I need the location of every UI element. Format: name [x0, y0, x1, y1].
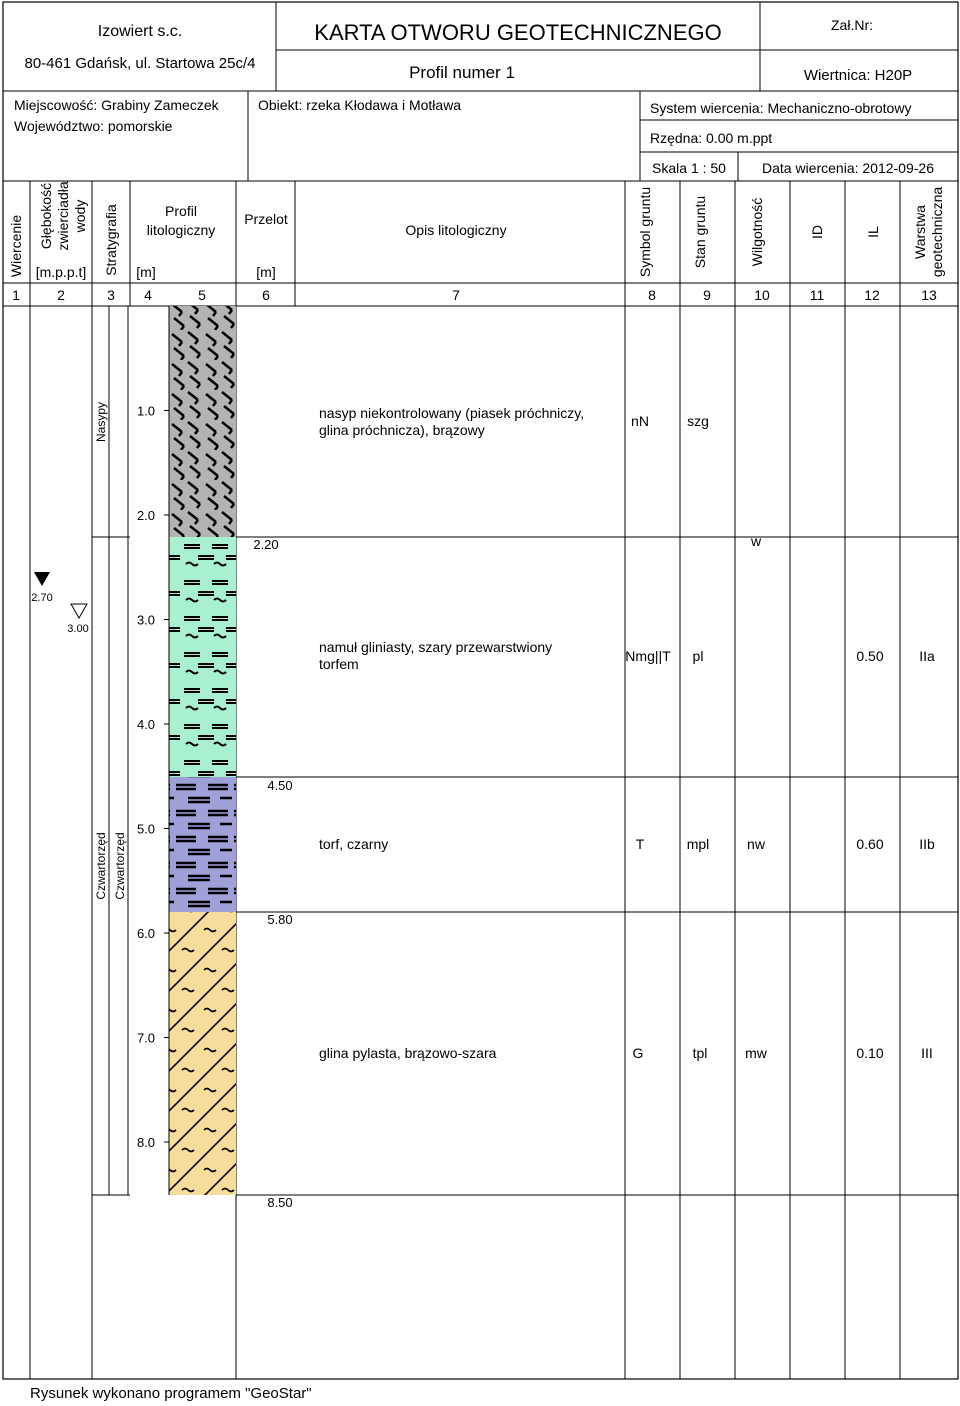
- layer-3-moisture: nw: [747, 836, 765, 852]
- col-symbol: Symbol gruntu: [637, 186, 653, 278]
- layer-boundaries: [236, 537, 958, 1195]
- column-number-4: 4: [144, 287, 152, 303]
- col-il: IL: [865, 226, 881, 238]
- document-title: KARTA OTWORU GEOTECHNICZNEGO: [314, 20, 722, 45]
- layer-2-description-1: namuł gliniasty, szary przewarstwiony: [319, 639, 553, 655]
- column-number-12: 12: [864, 287, 880, 303]
- layer-2-il: 0.50: [856, 648, 884, 664]
- layer-1-state: szg: [687, 413, 709, 429]
- layer-3-il: 0.60: [856, 836, 884, 852]
- footer-note: Rysunek wykonano programem "GeoStar": [30, 1385, 312, 1402]
- column-number-6: 6: [262, 287, 270, 303]
- peat-hatch: [169, 777, 236, 912]
- voivodeship: Województwo: pomorskie: [14, 118, 173, 134]
- layer-row-1: [319, 405, 762, 549]
- layer-3-geotech-layer: IIb: [919, 836, 935, 852]
- strat-czwartorzed-outer: Czwartorzęd: [94, 832, 108, 900]
- col-profile-1: Profil: [165, 203, 197, 219]
- stabilized-water-icon: [34, 572, 50, 586]
- col-moisture: Wilgotność: [749, 197, 765, 267]
- interval-bottom-1: 2.20: [253, 537, 279, 552]
- encountered-water-icon: [71, 604, 87, 618]
- col-description: Opis litologiczny: [405, 222, 507, 238]
- col-drilling: Wiercenie: [8, 214, 24, 278]
- drilling-date: Data wiercenia: 2012-09-26: [762, 160, 934, 176]
- column-numbers: [12, 287, 937, 303]
- layer-4-il: 0.10: [856, 1045, 884, 1061]
- mud-hatch: [169, 537, 236, 777]
- column-header-grid: [3, 181, 958, 1379]
- scale: Skala 1 : 50: [652, 160, 726, 176]
- layer-1-moisture: w: [750, 533, 762, 549]
- locality: Miejscowość: Grabiny Zameczek: [14, 97, 219, 113]
- layer-4-geotech-layer: III: [921, 1045, 933, 1061]
- layer-2-symbol: Nmg||T: [625, 648, 671, 664]
- column-number-13: 13: [921, 287, 937, 303]
- layer-3-symbol: T: [635, 836, 645, 852]
- strat-czwartorzed-inner: Czwartorzęd: [113, 832, 127, 900]
- layer-2-description-2: torfem: [319, 656, 359, 672]
- column-number-1: 1: [12, 287, 20, 303]
- col-stratigraphy: Stratygrafia: [103, 204, 119, 276]
- strat-nasypy: Nasypy: [94, 401, 108, 443]
- layer-row-2: [319, 639, 935, 672]
- layer-1-symbol: nN: [631, 413, 649, 429]
- layer-4-moisture: mw: [745, 1045, 767, 1061]
- depth-label: 4.0: [136, 717, 156, 732]
- interval-bottom-2: 4.50: [267, 778, 293, 793]
- column-number-7: 7: [452, 287, 460, 303]
- interval-bottom-3: 5.80: [267, 912, 293, 927]
- depth-label: 2.0: [136, 508, 156, 523]
- depth-label: 5.0: [136, 821, 156, 837]
- col-profile-unit: [m]: [136, 264, 156, 280]
- col-layer-1: Warstwa: [912, 205, 928, 259]
- layer-1-description-2: glina próchnicza), brązowy: [319, 422, 485, 438]
- silty-clay-hatch: [169, 912, 236, 1195]
- layer-4-state: tpl: [692, 1045, 708, 1061]
- company-address: 80-461 Gdańsk, ul. Startowa 25c/4: [24, 55, 256, 72]
- depth-label: 1.0: [136, 403, 156, 419]
- col-water-unit: [m.p.p.t]: [35, 264, 87, 280]
- elevation: Rzędna: 0.00 m.ppt: [650, 130, 773, 146]
- layer-4-description-1: glina pylasta, brązowo-szara: [319, 1045, 497, 1061]
- column-number-9: 9: [703, 287, 711, 303]
- col-water-depth-1: Głębokość: [38, 182, 54, 250]
- drilling-system: System wiercenia: Mechaniczno-obrotowy: [650, 100, 912, 116]
- layer-row-3: [319, 836, 935, 852]
- company-name: Izowiert s.c.: [97, 23, 183, 40]
- layer-1-description-1: nasyp niekontrolowany (piasek próchniczy,: [319, 405, 585, 421]
- column-number-3: 3: [107, 287, 115, 303]
- encountered-water-level: 3.00: [67, 623, 89, 635]
- col-water-depth-2: zwierciadła: [55, 181, 71, 251]
- drilling-rig: Wiertnica: H20P: [803, 67, 913, 84]
- column-number-11: 11: [809, 287, 825, 303]
- depth-label: 8.0: [136, 1135, 156, 1150]
- layer-2-geotech-layer: IIa: [919, 648, 935, 664]
- column-number-8: 8: [648, 287, 656, 303]
- depth-label: 3.0: [136, 612, 156, 628]
- col-profile-2: litologiczny: [146, 222, 216, 238]
- layer-4-symbol: G: [632, 1045, 644, 1061]
- groundwater: [31, 572, 88, 635]
- col-layer-2: geotechniczna: [929, 186, 945, 278]
- depth-scale: [137, 404, 169, 1151]
- depth-label: 6.0: [136, 926, 156, 941]
- col-id: ID: [809, 225, 825, 239]
- sheet-border: [3, 2, 958, 1379]
- made-ground-hatch: [169, 306, 236, 537]
- layer-2-state: pl: [692, 648, 704, 664]
- col-interval: Przelot: [244, 211, 288, 227]
- profile-number: Profil numer 1: [409, 63, 515, 82]
- depth-label: 7.0: [136, 1030, 156, 1046]
- stabilized-water-level: 2.70: [31, 592, 53, 604]
- col-state: Stan gruntu: [692, 195, 708, 269]
- column-number-2: 2: [57, 287, 65, 303]
- col-interval-unit: [m]: [256, 264, 276, 280]
- layer-3-state: mpl: [686, 836, 710, 852]
- lithology-column: [169, 306, 236, 1195]
- layer-row-4: [319, 1045, 933, 1061]
- col-water-depth-3: wody: [72, 199, 88, 233]
- project-object: Obiekt: rzeka Kłodawa i Motława: [258, 97, 462, 113]
- layer-3-description-1: torf, czarny: [319, 836, 389, 852]
- column-number-10: 10: [754, 287, 770, 303]
- interval-bottom-4: 8.50: [267, 1195, 293, 1210]
- attachment-number: Zał.Nr:: [831, 17, 873, 33]
- column-number-5: 5: [198, 287, 206, 303]
